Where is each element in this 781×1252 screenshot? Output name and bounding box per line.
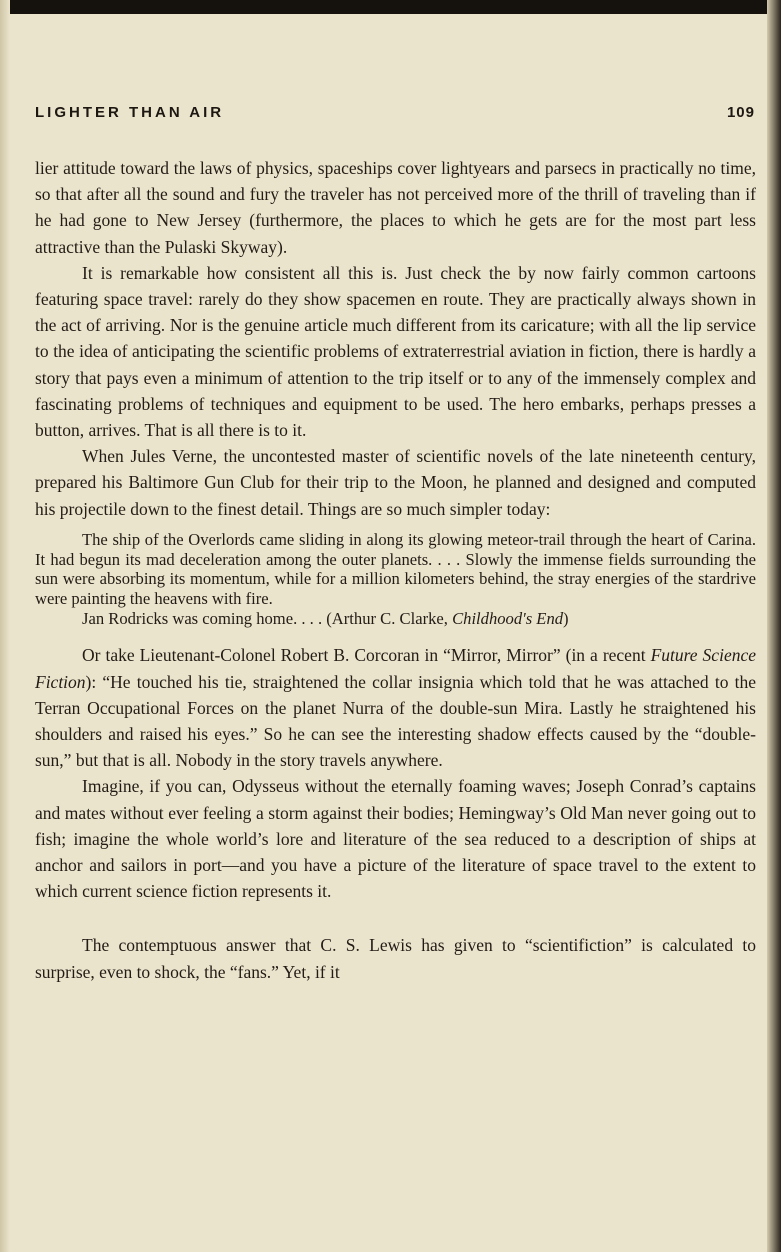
- paragraph-6: The contemptuous answer that C. S. Lewis has given to “scientifiction” is calculated to surprise, even to shock, the “fans.” Yet, if it: [35, 935, 756, 982]
- paragraph-4-start: Or take Lieutenant-Colonel Robert B. Corcoran in “Mirror, Mirror” (in a recent: [82, 645, 651, 666]
- paragraph-5: Imagine, if you can, Odysseus without the eternally foaming waves; Joseph Conrad’s captains and mates without ever feeling a storm against their bodies; Hemingway’s Old Man never going out to fish; imagine the whole world’s lore and literature of the sea reduced to a description of ships at anchor and sailors in port—and you have a picture of the literature of space travel to the extent to which current science fiction represents it.: [35, 776, 756, 902]
- paragraph-3: When Jules Verne, the uncontested master of scientific novels of the late nineteenth century, prepared his Baltimore Gun Club for their trip to the Moon, he planned and designed and computed his projectile down to the finest detail. Things are so much simpler today:: [35, 446, 756, 519]
- section-gap: [35, 904, 756, 932]
- page-number: 109: [726, 104, 755, 121]
- quote-close: ): [563, 608, 569, 628]
- body-text: [35, 155, 756, 985]
- book-title: Childhood's End: [452, 608, 564, 628]
- paragraph-2: It is remarkable how consistent all this is. Just check the by now fairly common cartoons featuring space travel: rarely do they show spacemen en route. They are practically always shown in the act of arriving. Nor is the genuine article much different from its caricature; with all the lip service to the idea of anticipating the scientific problems of extraterrestrial aviation in fiction, there is hardly a story that pays even a minimum of attention to the trip itself or to any of the immensely complex and fascinating problems of techniques and equipment to be used. The hero embarks, perhaps presses a button, arrives. That is all there is to it.: [35, 262, 756, 441]
- page-right-edge: [767, 0, 781, 1252]
- paragraph-4: [35, 642, 756, 773]
- paragraph-4-end: ): “He touched his tie, straightened the collar insignia which told that he was attached to the Terran Occupational Forces on the planet Nurra of the double-sun Mira. Lastly he straightened his shoulders and raised his eyes.” So he can see the interesting shadow effects caused by the “double-sun,” but that is all. Nobody in the story travels anywhere.: [35, 671, 756, 771]
- paragraph-1: lier attitude toward the laws of physics, spaceships cover lightyears and parsecs in practically no time, so that after all the sound and fury the traveler has not perceived more of the thrill of traveling than if he had gone to New Jersey (furthermore, the places to which he gets are for the most part less attractive than the Pulaski Skyway).: [35, 158, 756, 257]
- page-left-edge: [0, 0, 10, 1252]
- magazine-title: Future Science Fiction: [35, 645, 756, 692]
- block-quote-attribution: [35, 609, 756, 629]
- block-quote: The ship of the Overlords came sliding in along its glowing meteor-trail through the heart of Carina. It had begun its mad deceleration among the outer planets. . . . Slowly the immense fields surrounding the sun were absorbing its momentum, while for a million kilometers behind, the stray energies of the stardrive were painting the heavens with fire.: [35, 529, 756, 608]
- page-header: [35, 104, 755, 134]
- page-top-edge: [0, 0, 781, 14]
- quote-text: Jan Rodricks was coming home. . . . (Arthur C. Clarke,: [82, 608, 453, 628]
- running-head: LIGHTER THAN AIR: [35, 104, 225, 121]
